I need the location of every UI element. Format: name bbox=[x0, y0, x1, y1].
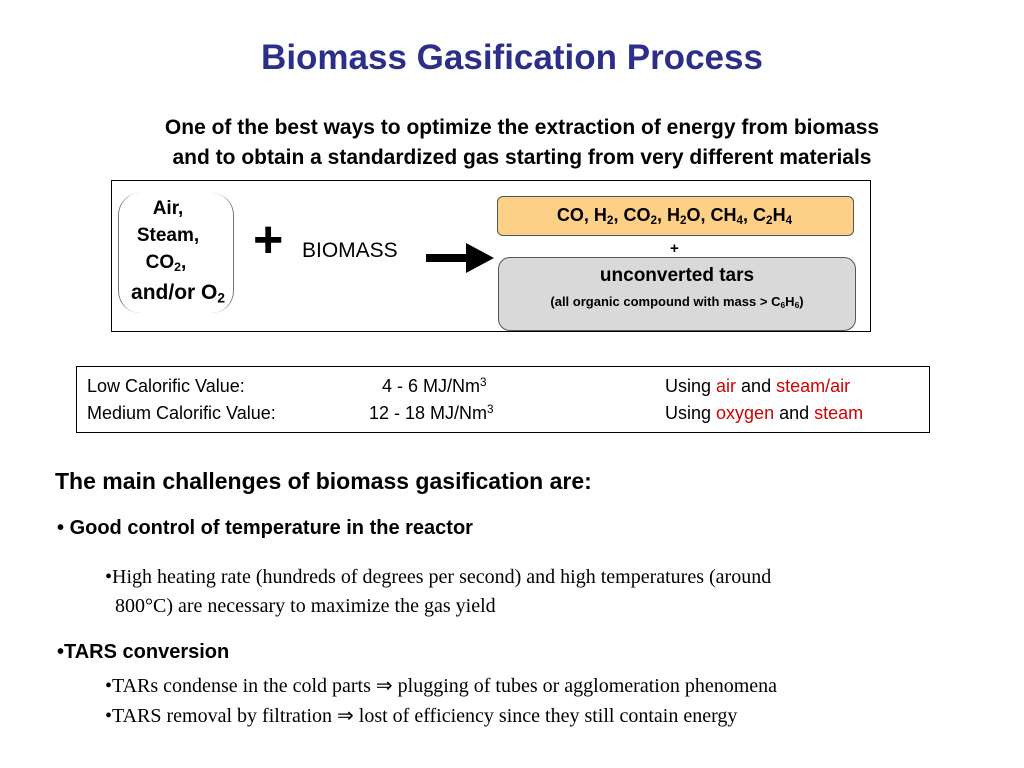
input-o2: and/or $O_2$ bbox=[131, 281, 225, 306]
sub-bullet-heating-rate-line2: 800°C) are necessary to maximize the gas yield bbox=[115, 595, 496, 617]
bullet-tars-conversion: •TARS conversion bbox=[57, 641, 230, 663]
biomass-label: BIOMASS bbox=[302, 239, 398, 262]
challenges-heading: The main challenges of biomass gasification are: bbox=[55, 468, 592, 494]
sub-bullet-tars-condense: •TARs condense in the cold parts ⇒ plugging of tubes or agglomeration phenomena bbox=[105, 675, 778, 697]
products-formula: CO, $H_2$, $CO_2$, $H_2O$, $CH_4$, $C_2H_4$ bbox=[556, 205, 793, 227]
sub-bullet-heating-rate-line1: •High heating rate (hundreds of degrees per second) and high temperatures (around bbox=[105, 566, 772, 588]
subtitle-line-2: and to obtain a standardized gas starting from very different materials bbox=[172, 146, 872, 169]
low-cv-value: 4 - 6 MJ/Nm$^3$ bbox=[382, 376, 487, 396]
products-plus: + bbox=[670, 240, 679, 257]
medium-cv-label: Medium Calorific Value: bbox=[87, 403, 276, 423]
input-steam: Steam, bbox=[136, 225, 200, 246]
sub-bullet-tars-removal: •TARS removal by filtration ⇒ lost of efficiency since they still contain energy bbox=[105, 705, 738, 727]
bullet-temperature-control: • Good control of temperature in the reactor bbox=[57, 517, 473, 539]
slide-title: Biomass Gasification Process bbox=[261, 38, 763, 77]
right-arrow-icon bbox=[426, 240, 496, 276]
medium-cv-value: 12 - 18 MJ/Nm$^3$ bbox=[369, 403, 494, 423]
plus-sign: + bbox=[253, 211, 284, 269]
medium-cv-method: Using oxygen and steam bbox=[665, 403, 864, 423]
tars-title: unconverted tars bbox=[599, 265, 755, 286]
input-co2: $CO_2$, bbox=[145, 252, 187, 275]
low-cv-method: Using air and steam/air bbox=[665, 376, 851, 396]
input-air: Air, bbox=[152, 198, 184, 219]
subtitle-line-1: One of the best ways to optimize the extraction of energy from biomass bbox=[164, 116, 880, 139]
low-cv-label: Low Calorific Value: bbox=[87, 376, 245, 396]
tars-description: (all organic compound with mass > $C_6H_6$) bbox=[550, 294, 804, 311]
